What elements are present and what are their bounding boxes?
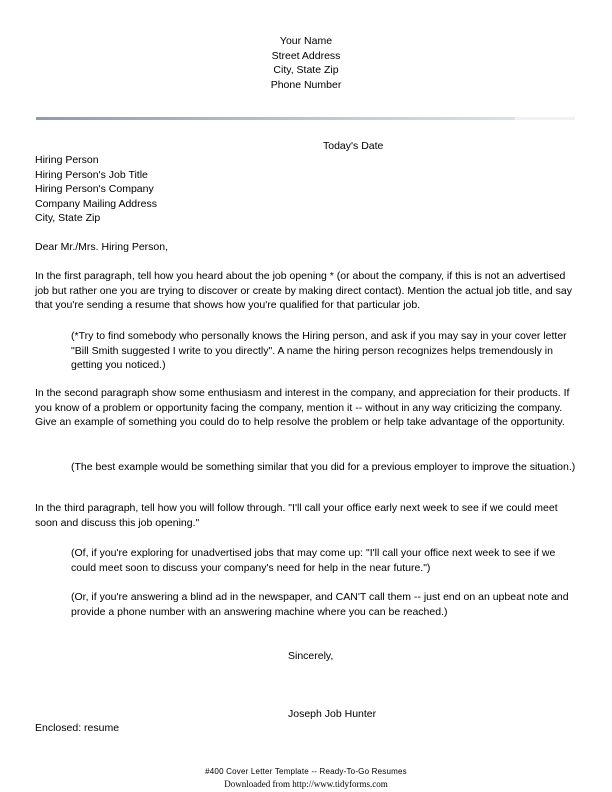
sender-block xyxy=(206,34,406,92)
sender-street: Street Address xyxy=(271,49,341,62)
letter-date: Today's Date xyxy=(323,140,384,152)
recipient-company: Hiring Person's Company xyxy=(35,183,154,195)
footer-template-title: #400 Cover Letter Template -- Ready-To-Go Resumes xyxy=(205,767,407,776)
recipient-city-state-zip: City, State Zip xyxy=(35,212,101,224)
footer-download-source: Downloaded from http://www.tidyforms.com xyxy=(224,779,388,789)
salutation: Dear Mr./Mrs. Hiring Person, xyxy=(35,241,169,253)
sender-name: Your Name xyxy=(279,35,333,47)
sender-city-state-zip: City, State Zip xyxy=(273,64,339,76)
footer xyxy=(200,766,412,790)
header-divider xyxy=(36,117,575,120)
recipient-mailing-address: Company Mailing Address xyxy=(35,197,157,210)
body-paragraph-2: In the second paragraph show some enthusiasm and interest in the company, and appreciation for their products. If you know of a problem or opportunity facing the company, mention it -- without in any way criticizing the company. Give an example of something you could do to help resolve the problem or help take advantage of the opportunity. xyxy=(35,387,570,428)
body-note-3: (Of, if you're exploring for unadvertised jobs that may come up: "I'll call your office next week to see if we could meet soon to discuss your company's need for help in the near future.") xyxy=(71,547,556,574)
body-note-4: (Or, if you're answering a blind ad in the newspaper, and CAN'T call them -- just end on an upbeat note and provide a phone number with an answering machine where you can be reached.) xyxy=(71,591,569,618)
enclosure-note: Enclosed: resume xyxy=(35,722,120,734)
recipient-job-title: Hiring Person's Job Title xyxy=(35,168,148,181)
sender-phone: Phone Number xyxy=(270,78,342,91)
header-divider-accent xyxy=(515,117,575,120)
body-paragraph-3: In the third paragraph, tell how you will follow through. "I'll call your office early next week to see if we could meet soon and discuss this job opening." xyxy=(35,502,558,529)
closing: Sincerely, xyxy=(288,650,334,662)
body-note-1: (*Try to find somebody who personally knows the Hiring person, and ask if you may say in your cover letter "Bill Smith suggested I write to you directly". A name the hiring person recognizes helps tremendously in getting you noticed.) xyxy=(71,330,567,371)
recipient-block xyxy=(35,153,157,226)
body-paragraph-1: In the first paragraph, tell how you heard about the job opening * (or about the company, if this is not an advertised job but rather one you are trying to discover or create by making direct contact). Mention the actual job title, and say that you're sending a resume that shows how you're qualified for that particular job. xyxy=(35,270,572,311)
recipient-person: Hiring Person xyxy=(35,154,99,166)
body-note-2: (The best example would be something similar that you did for a previous employer to improve the situation.) xyxy=(71,461,576,473)
signer-name: Joseph Job Hunter xyxy=(288,708,377,720)
